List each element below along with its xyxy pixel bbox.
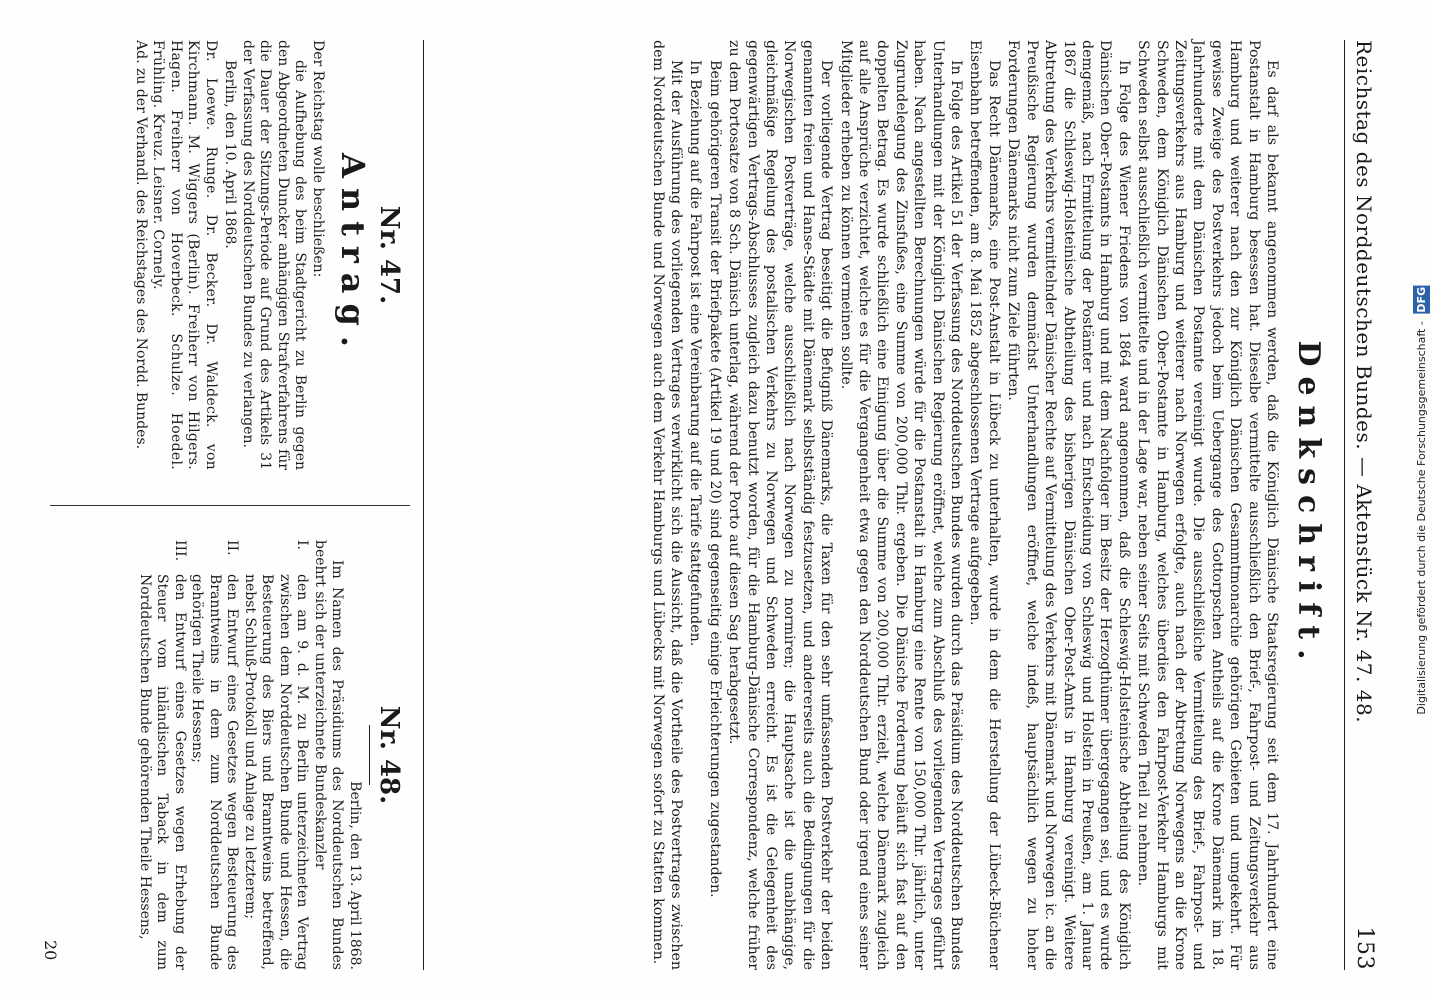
denkschrift-paragraph: Das Recht Dänemarks, eine Post-Anstalt in Lübeck zu unterhalten, wurde in dem die Herstellung der Lübeck-Büchener Eisenbahn betreffenden, am 8. Mai 1852 abgeschlossenen Vertrage aufgegeben. — [967, 40, 1002, 970]
item-text: den Entwurf eines Gesetzes wegen Besteuerung des Branntweins in dem zum Norddeutschen Bunde gehörigen Theile Hessens; — [189, 574, 241, 970]
column-rule — [50, 505, 410, 506]
nr48-item — [188, 540, 241, 970]
denkschrift-closing-line: In Beziehung auf die Fahrpost ist eine Vereinbarung auf die Tarife stattgefunden. — [687, 60, 704, 647]
item-text: den am 9. d. M. zu Berlin unterzeichneten Vertrag zwischen dem Norddeutschen Bunde und Hessen, die Besteuerung des Biers und Branntweins betreffend, nebst Schluß-Protokoll und Anlage zu letzterem; — [242, 574, 311, 970]
antrag-title: Antrag. — [334, 153, 372, 357]
page-number: 153 — [1352, 926, 1377, 970]
digitization-note — [1412, 0, 1430, 1000]
nr47-heading: Nr. 47. — [374, 205, 404, 305]
section-divider — [423, 40, 424, 970]
denkschrift-paragraph: In Folge des Artikel 51 der Verfassung des Norddeutschen Bundes wurden durch das Präsidium des Norddeutschen Bundes Unterhandlungen mit der Königlich Dänischen Regierung eröffnet, welche zum Abschluß des vorliegenden Vertrages geführt haben. Nach angestellten Berechnungen würde für die Postanstalt in Hamburg eine Rente von 150,000 Thlr. jährlich, unter Zugrundelegung des Zinsfußes, eine Summe von 200,000 Thlr. ergeben. Die Dänische Forderung beläuft sich fast auf den doppelten Betrag. Es wurde schließlich eine Einigung über die Summe von 200,000 Thlr. erzielt, welche Dänemark zugleich auf alle Ansprüche verzichtet, welche es für die Vergangenheit etwa gegen den Norddeutschen Bund oder irgend eines seiner Mitglieder erheben zu können vermeinen sollte. — [837, 40, 965, 970]
nr47-signers: Dr. Loewe. Runge. Dr. Becker. Dr. Waldeck. von Kirchmann. M. Wiggers (Berlin). Freiherr von Hilgers. Hagen. Freiherr von Hoverbeck. Schulze. Hoedel. Frühling. Kreuz. Leisner. Cornely. — [150, 40, 219, 470]
denkschrift-section — [647, 40, 1332, 970]
digitization-text-wrapper — [1413, 286, 1430, 715]
denkschrift-closing-line: Mit der Ausführung des vorliegenden Vertrages verwirklicht sich die Aussicht, daß die Vortheile des Postvertrages zwischen dem Norddeutschen Bunde und Norwegen auch dem Verkehr Hamburgs und Lübecks mit Norwegen sofort zu Statten kommen. — [649, 40, 684, 970]
denkschrift-paragraph: Es darf als bekannt angenommen werden, daß die Königlich Dänische Staatsregierung seit dem 17. Jahrhundert eine Postanstalt in Hamburg besessen hat. Dieselbe vermittelte ausschließlich den Brief-, Fahrpost- und Zeitungsverkehr aus Hamburg und weiterer nach den zur Königlich Dänischen Gesammtmonarchie gehörigen Gebieten und umgekehrt. Für gewisse Zweige des Postverkehrs jedoch beim Uebergange des Gottorpschen Antheils auf die Krone Dänemark im 18. Jahrhunderte mit dem Dänischen Postamte vereinigt wurde. Die ausschließliche Vermittelung des Brief-, Fahrpost- und Zeitungsverkehrs aus Hamburg und weiterer nach Norwegen erfolgte, auch nach der Abtretung Norwegens an die Krone Schweden, dem Königlich Dänischen Ober-Postamte in Hamburg, welches überdies den Fahrpost-Verkehr Hamburgs mit Schweden selbst ausschließlich vermittelte und in der Lage war, neben seiner Seits mit Schweden Theil zu nehmen. — [1135, 40, 1280, 970]
nr47-column — [132, 40, 411, 470]
item-text: den Entwurf eines Gesetzes wegen Erhebung der Steuer vom inländischen Taback in dem zum Norddeutschen Bunde gehörenden Theile Hessens, — [137, 574, 188, 970]
denkschrift-paragraph: In Folge des Wiener Friedens von 1864 ward angenommen, daß die Schleswig-Holsteinische Abtheilung des Königlich Dänischen Ober-Postamts in Hamburg und mit dem Nachfolger im Besitz der Herzogthümer übergegangen sei, und es wurde demgemäß, nach Ermittelung der Postämter und nach Entscheidung von Schleswig und Holstein in Preußen, am 1. Januar 1867 die Schleswig-Holsteinische Abtheilung des bisherigen Dänischen Ober-Post-Amts in Hamburg vereinigt. Weitere Abtretung des Verkehrs vermittelnder Dänischer Rechte auf Vermittelung des Verkehrs mit Dänemark und Norwegen ic. an die Preußische Regierung wurden demnächst Unterhandlungen eröffnet, welche indeß, hauptsächlich wegen zu hoher Forderungen Dänemarks nicht zum Ziele führten. — [1005, 40, 1132, 970]
running-head-title: Reichstag des Norddeutschen Bundes. — Aktenstück Nr. 47. 48. — [1352, 40, 1377, 724]
item-number: I. — [294, 540, 311, 550]
nr48-intro: Im Namen des Präsidiums des Norddeutschen Bundes beehrt sich der unterzeichnete Bundeskanzler — [312, 540, 346, 970]
running-head — [1344, 40, 1384, 970]
digitization-text: Digitalisierung gefördert durch die Deutsche Forschungsgemeinschaft - — [1414, 320, 1428, 715]
item-number: II. — [224, 540, 241, 556]
dfg-logo: DFG — [1414, 286, 1428, 313]
item-number: III. — [172, 540, 188, 562]
nr48-heading: Nr. 48. — [374, 705, 404, 805]
nr48-item — [241, 540, 311, 970]
denkschrift-paragraph: Der vorliegende Vertrag beseitigt die Befugniß Dänemarks, die Taxen für den sehr umfassenden Postverkehr der beiden genannten freien und Hanse-Städte mit Dänemark selbstständig festzusetzen, und andererseits auch die Bedingungen für die Norwegischen Postverträge, welche ausschließlich nach Norwegen zu normiren; die Hauptsache ist die unabhängige, gleichmäßige Regelung des postalischen Verkehrs zu Norwegen und Schweden erreicht. Es ist die Gelegenheit des gegenwärtigen Vertrags-Abschlusses zugleich dazu benutzt worden, für die Hamburg-Dänische Correspondenz, welche früher zu dem Portosatze von 8 Sch. Dänisch unterlag, während der Porto auf diesen Sag herabgesetzt. — [726, 40, 835, 970]
nr48-column — [136, 540, 411, 970]
denkschrift-closing-line: Beim gehörigeren Transit der Briefpakete (Artikel 19 und 20) sind gegenseitig einige Erleichterungen zugestanden. — [706, 60, 723, 898]
heading-rule — [369, 725, 370, 785]
nr47-date: Berlin, den 10. April 1868. — [222, 60, 239, 249]
nr47-body: die Aufhebung des beim Stadtgericht zu Berlin gegen den Abgeordneten Duncker anhängigen Strafverfahrens für die Dauer der Sitzungs-Periode auf Grund des Artikels 31 der Verfassung des Norddeutschen Bundes zu verlangen. — [240, 40, 309, 470]
nr48-item — [136, 540, 189, 970]
sheet-number: 20 — [41, 940, 60, 961]
nr47-footnote: Ad. zu der Verhandl. des Reichstages des Nordd. Bundes. — [133, 40, 149, 450]
nr48-dateline: Berlin, den 13. April 1868. — [347, 781, 363, 970]
nr47-intro: Der Reichstag wolle beschließen: — [310, 40, 326, 278]
denkschrift-title: Denkschrift. — [1291, 340, 1326, 670]
